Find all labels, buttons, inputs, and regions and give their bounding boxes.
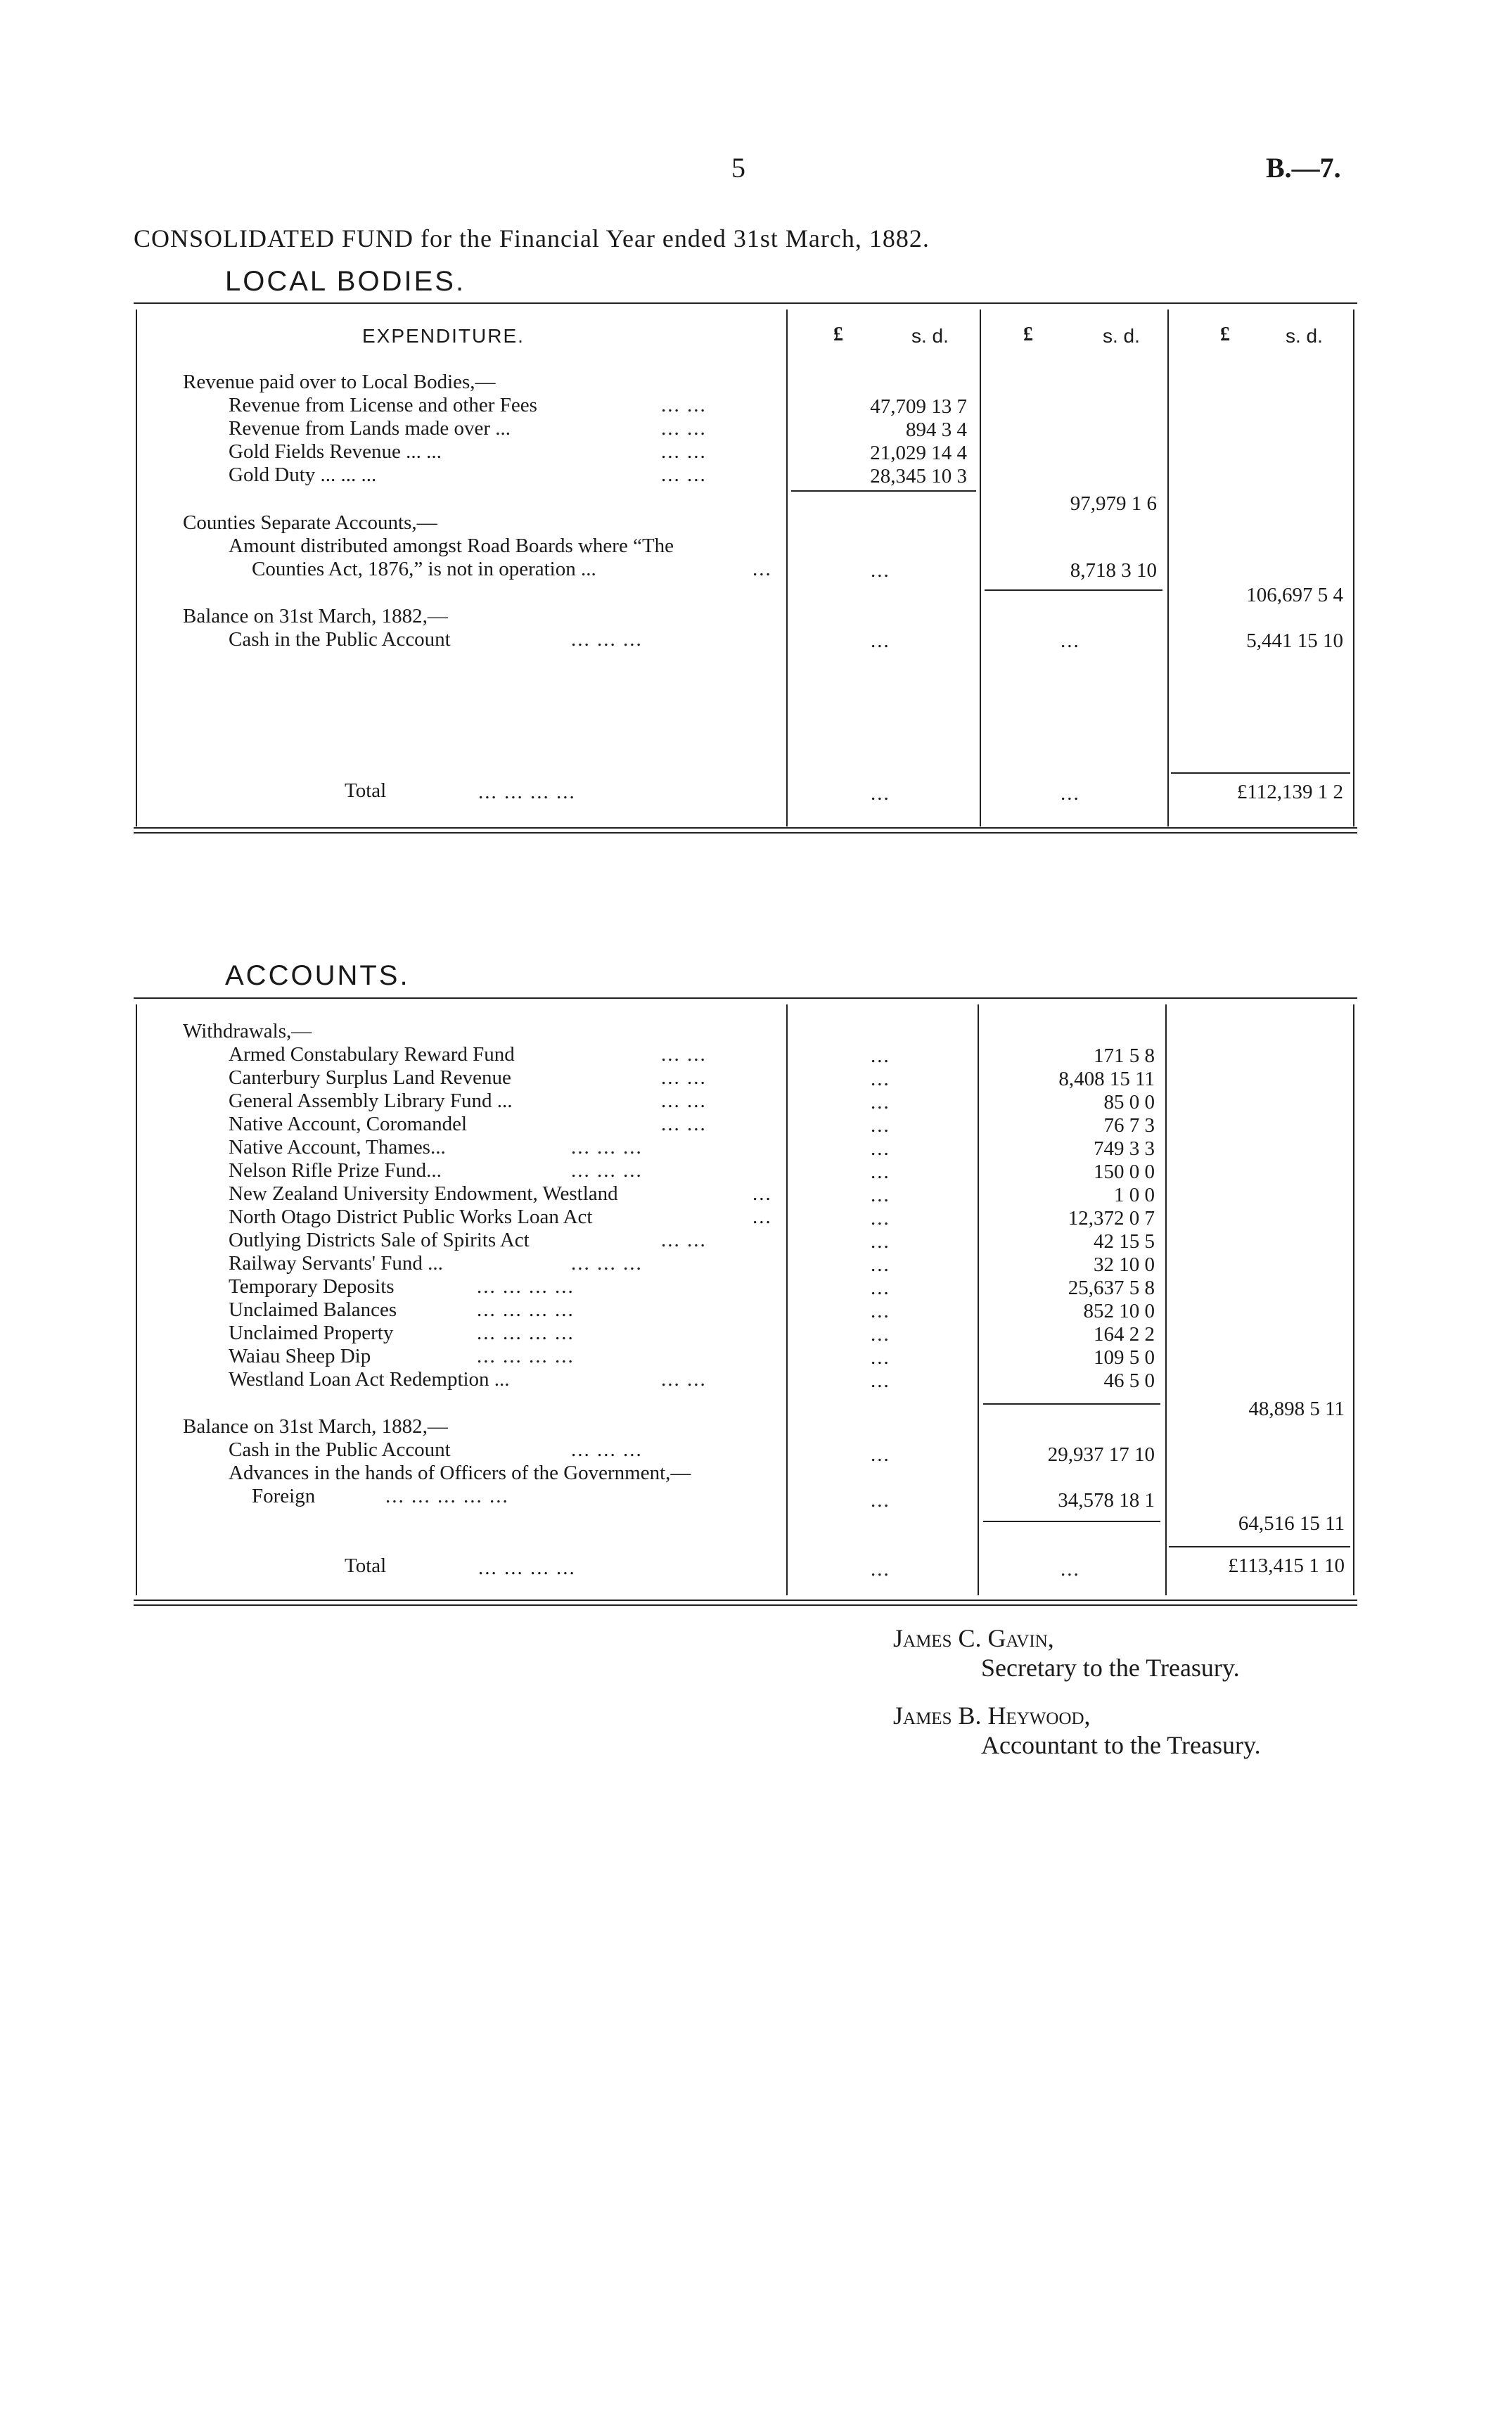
withdrawal-row-label: Waiau Sheep Dip (229, 1345, 371, 1367)
column-rule (786, 1004, 788, 1595)
leader-dots: ... ... ... ... (478, 781, 576, 803)
empty-cell-dots: ... (871, 1300, 890, 1322)
advances-line: Advances in the hands of Officers of the Government,— (229, 1462, 691, 1484)
leader-dots: ... ... ... (571, 1136, 643, 1158)
column-rule (1353, 309, 1354, 826)
revenue-row-amount: 47,709 13 7 (870, 395, 967, 418)
leader-dots: ... ... ... (571, 1159, 643, 1182)
empty-cell-dots: ... (871, 1277, 890, 1299)
withdrawal-row-amount: 749 3 3 (1094, 1137, 1155, 1160)
revenue-subtotal: 97,979 1 6 (1070, 492, 1157, 515)
revenue-row-amount: 21,029 14 4 (870, 442, 967, 464)
empty-cell-dots: ... (871, 1558, 890, 1581)
balance-line: Cash in the Public Account (229, 628, 451, 651)
withdrawal-row-amount: 32 10 0 (1094, 1253, 1155, 1276)
leader-dots: ... ... ... ... (477, 1298, 575, 1321)
empty-cell-dots: ... (871, 1489, 890, 1512)
withdrawal-row-amount: 8,408 15 11 (1058, 1068, 1155, 1090)
column-rule (1167, 309, 1169, 826)
empty-cell-dots: ... (871, 1370, 890, 1392)
pound-column-heading: £ (1220, 324, 1230, 345)
empty-cell-dots: ... (871, 630, 890, 652)
expenditure-total: 106,697 5 4 (1246, 584, 1343, 606)
empty-cell-dots: ... (871, 1346, 890, 1369)
counties-amount: 8,718 3 10 (1070, 559, 1157, 582)
leader-dots: ... ... ... (571, 628, 643, 651)
sd-column-heading: s. d. (911, 325, 949, 347)
revenue-row-amount: 28,345 10 3 (870, 465, 967, 487)
withdrawal-row-label: Outlying Districts Sale of Spirits Act (229, 1229, 530, 1251)
withdrawal-row-label: Native Account, Thames... (229, 1136, 446, 1158)
column-rule (1165, 1004, 1167, 1595)
counties-line: Amount distributed amongst Road Boards where “The (229, 535, 674, 557)
cash-amount: 29,937 17 10 (1047, 1443, 1155, 1466)
withdrawal-row-label: Nelson Rifle Prize Fund... (229, 1159, 442, 1182)
leader-dots: ... ... ... (571, 1438, 643, 1461)
leader-dots: ... ... ... ... (477, 1322, 575, 1344)
subtotal-rule (983, 1521, 1160, 1522)
total-rule (1171, 772, 1350, 774)
withdrawal-row-label: General Assembly Library Fund ... (229, 1090, 513, 1112)
revenue-paid-heading: Revenue paid over to Local Bodies,— (183, 371, 496, 393)
sd-column-heading: s. d. (1103, 325, 1140, 347)
empty-cell-dots: ... (871, 1230, 890, 1253)
empty-cell-dots: ... (871, 782, 890, 805)
leader-dots: ... ... (661, 1368, 707, 1391)
withdrawal-row-amount: 150 0 0 (1094, 1161, 1155, 1183)
empty-cell-dots: ... (871, 1161, 890, 1183)
local-bodies-heading: LOCAL BODIES. (225, 266, 466, 297)
column-rule (978, 1004, 979, 1595)
empty-cell-dots: ... (871, 559, 890, 582)
signatory-name: James B. Heywood, (893, 1702, 1091, 1730)
withdrawal-row-amount: 1 0 0 (1114, 1184, 1155, 1206)
withdrawal-row-label: Unclaimed Balances (229, 1298, 397, 1321)
withdrawal-row-amount: 164 2 2 (1094, 1323, 1155, 1346)
table-bottom-rule (134, 1600, 1357, 1601)
empty-cell-dots: ... (1061, 630, 1080, 652)
leader-dots: ... ... (661, 464, 707, 486)
withdrawal-row-amount: 171 5 8 (1094, 1045, 1155, 1067)
leader-dots: ... ... (661, 394, 707, 416)
expenditure-column-heading: EXPENDITURE. (362, 325, 525, 347)
withdrawal-row-label: Unclaimed Property (229, 1322, 394, 1344)
withdrawal-row-amount: 12,372 0 7 (1068, 1207, 1155, 1230)
page-number: 5 (731, 152, 745, 184)
signatory-title: Secretary to the Treasury. (981, 1654, 1240, 1682)
withdrawals-heading: Withdrawals,— (183, 1020, 312, 1042)
leader-dots: ... ... (661, 1113, 707, 1135)
leader-dots: ... ... (661, 417, 707, 440)
table-top-rule (134, 997, 1357, 999)
table-top-rule (134, 302, 1357, 304)
balance-amount: 5,441 15 10 (1246, 630, 1343, 652)
revenue-row-label: Revenue from Lands made over ... (229, 417, 511, 440)
advances-amount: 34,578 18 1 (1058, 1489, 1155, 1512)
leader-dots: ... ... (661, 440, 707, 463)
table-bottom-rule (134, 827, 1357, 829)
withdrawal-row-label: Westland Loan Act Redemption ... (229, 1368, 510, 1391)
pound-column-heading: £ (833, 324, 843, 345)
withdrawal-row-label: Native Account, Coromandel (229, 1113, 468, 1135)
document-reference: B.—7. (1266, 152, 1341, 184)
counties-line: Counties Act, 1876,” is not in operation ... (252, 558, 596, 580)
leader-dots: ... ... ... ... (477, 1275, 575, 1298)
leader-dots: ... ... (661, 1090, 707, 1112)
subtotal-rule (985, 589, 1162, 591)
leader-dots: ... ... (661, 1066, 707, 1089)
leader-dots: ... ... ... ... ... (385, 1485, 509, 1507)
balance-heading: Balance on 31st March, 1882,— (183, 1415, 448, 1438)
withdrawal-row-label: North Otago District Public Works Loan Act (229, 1206, 593, 1228)
grand-total: £113,415 1 10 (1228, 1554, 1345, 1577)
withdrawal-row-label: Armed Constabulary Reward Fund (229, 1043, 515, 1066)
balance-total: 64,516 15 11 (1238, 1512, 1345, 1535)
withdrawal-row-amount: 42 15 5 (1094, 1230, 1155, 1253)
subtotal-rule (983, 1403, 1160, 1405)
withdrawal-row-label: Temporary Deposits (229, 1275, 395, 1298)
column-rule (1353, 1004, 1354, 1595)
withdrawal-row-amount: 109 5 0 (1094, 1346, 1155, 1369)
empty-cell-dots: ... (871, 1091, 890, 1113)
signatory-name: James C. Gavin, (893, 1624, 1054, 1652)
table-bottom-rule (134, 832, 1357, 834)
empty-cell-dots: ... (1061, 1558, 1080, 1581)
revenue-row-label: Gold Fields Revenue ... ... (229, 440, 442, 463)
withdrawal-row-amount: 76 7 3 (1103, 1114, 1155, 1137)
empty-cell-dots: ... (871, 1443, 890, 1466)
revenue-row-label: Revenue from License and other Fees (229, 394, 537, 416)
page-title: CONSOLIDATED FUND for the Financial Year ended 31st March, 1882. (134, 224, 930, 253)
column-rule (786, 309, 788, 826)
leader-dots: ... (752, 1206, 772, 1228)
balance-heading: Balance on 31st March, 1882,— (183, 605, 448, 627)
withdrawals-total: 48,898 5 11 (1248, 1398, 1345, 1420)
empty-cell-dots: ... (871, 1207, 890, 1230)
empty-cell-dots: ... (871, 1045, 890, 1067)
empty-cell-dots: ... (871, 1068, 890, 1090)
signatory-title: Accountant to the Treasury. (981, 1731, 1261, 1759)
leader-dots: ... (752, 558, 772, 580)
revenue-row-amount: 894 3 4 (906, 419, 967, 441)
table-left-rule (136, 1004, 137, 1595)
sd-column-heading: s. d. (1286, 325, 1323, 347)
counties-heading: Counties Separate Accounts,— (183, 511, 437, 534)
withdrawal-row-amount: 852 10 0 (1083, 1300, 1155, 1322)
column-rule (980, 309, 981, 826)
withdrawal-row-amount: 46 5 0 (1103, 1370, 1155, 1392)
leader-dots: ... ... (661, 1229, 707, 1251)
table-bottom-rule (134, 1604, 1357, 1606)
withdrawal-row-label: New Zealand University Endowment, Westland (229, 1182, 618, 1205)
pound-column-heading: £ (1023, 324, 1033, 345)
advances-line: Foreign (252, 1485, 316, 1507)
leader-dots: ... ... ... (571, 1252, 643, 1275)
cash-label: Cash in the Public Account (229, 1438, 451, 1461)
withdrawal-row-label: Railway Servants' Fund ... (229, 1252, 443, 1275)
table-left-rule (136, 309, 137, 826)
withdrawal-row-label: Canterbury Surplus Land Revenue (229, 1066, 511, 1089)
leader-dots: ... ... (661, 1043, 707, 1066)
total-label: Total (345, 1554, 387, 1577)
leader-dots: ... ... ... ... (477, 1345, 575, 1367)
empty-cell-dots: ... (1061, 782, 1080, 805)
accounts-heading: ACCOUNTS. (225, 960, 410, 991)
total-label: Total (345, 779, 387, 802)
empty-cell-dots: ... (871, 1184, 890, 1206)
leader-dots: ... ... ... ... (478, 1557, 576, 1579)
withdrawal-row-amount: 85 0 0 (1103, 1091, 1155, 1113)
revenue-row-label: Gold Duty ... ... ... (229, 464, 377, 486)
withdrawal-row-amount: 25,637 5 8 (1068, 1277, 1155, 1299)
subtotal-rule (791, 490, 976, 492)
empty-cell-dots: ... (871, 1253, 890, 1276)
grand-total: £112,139 1 2 (1236, 781, 1343, 803)
empty-cell-dots: ... (871, 1114, 890, 1137)
leader-dots: ... (752, 1182, 772, 1205)
empty-cell-dots: ... (871, 1137, 890, 1160)
total-rule (1169, 1546, 1350, 1547)
empty-cell-dots: ... (871, 1323, 890, 1346)
